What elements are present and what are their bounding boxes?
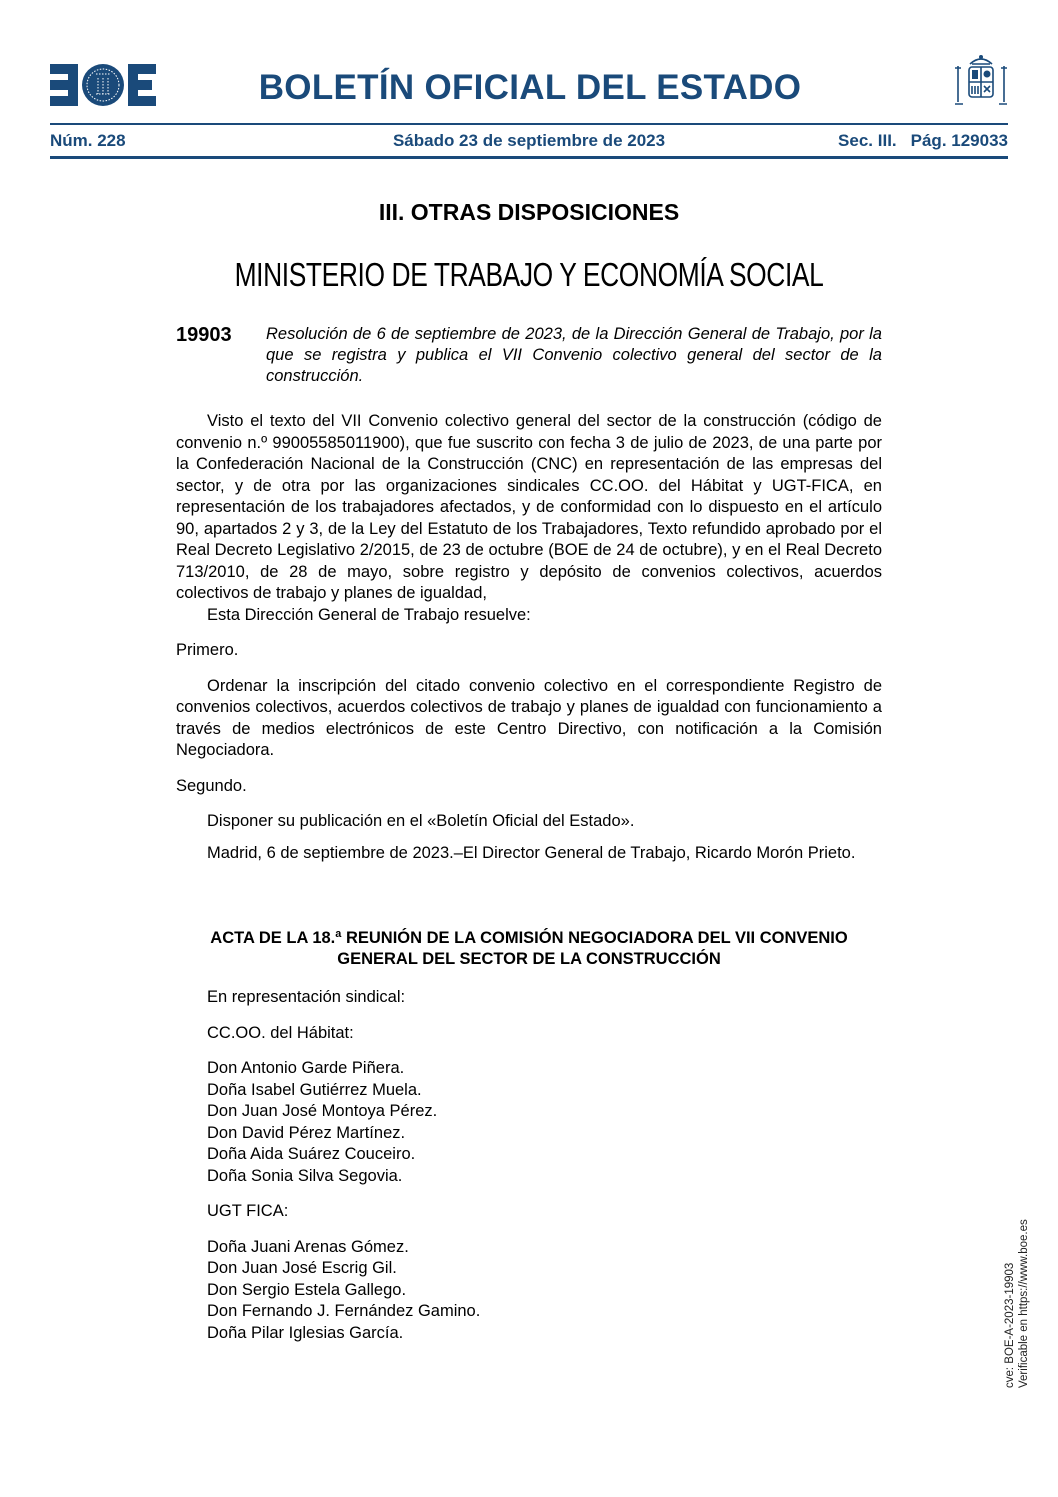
member-item: Doña Pilar Iglesias García.: [207, 1323, 404, 1342]
section-label: Sec. III.: [838, 131, 897, 150]
representation-label: En representación sindical:: [207, 988, 406, 1006]
header-rule-bottom: [50, 156, 1008, 159]
second-paragraph: Disponer su publicación en el «Boletín Oficial del Estado».: [207, 812, 635, 830]
member-item: Doña Isabel Gutiérrez Muela.: [207, 1080, 422, 1099]
acta-body: [176, 987, 882, 1344]
issue-number: Núm. 228: [50, 131, 126, 150]
resolution-body: [176, 411, 882, 864]
cve-code: cve: BOE-A-2023-19903: [1004, 1262, 1016, 1388]
verification-sidebar: [1003, 1219, 1031, 1388]
ministry-heading: MINISTERIO DE TRABAJO Y ECONOMÍA SOCIAL: [234, 256, 824, 293]
member-item: Don Juan José Montoya Pérez.: [207, 1102, 438, 1120]
page-number: Pág. 129033: [910, 131, 1008, 150]
coat-of-arms-icon: [952, 52, 1010, 112]
member-item: Don Fernando J. Fernández Gamino.: [207, 1302, 481, 1320]
member-item: Doña Juani Arenas Gómez.: [207, 1237, 409, 1256]
section-page-info: [824, 131, 1008, 151]
member-item: Don Juan José Escrig Gil.: [207, 1259, 397, 1277]
member-item: Don David Pérez Martínez.: [207, 1123, 406, 1142]
member-item: Doña Aida Suárez Couceiro.: [207, 1145, 416, 1163]
group-name: CC.OO. del Hábitat:: [207, 1023, 354, 1042]
first-heading: Primero.: [176, 641, 239, 659]
header-rule-top: [50, 123, 1008, 125]
signature-paragraph: Madrid, 6 de septiembre de 2023.–El Director General de Trabajo, Ricardo Morón Prieto.: [207, 843, 856, 862]
member-list: [176, 1237, 882, 1345]
member-item: Don Antonio Garde Piñera.: [207, 1059, 405, 1077]
member-list: [176, 1058, 882, 1187]
boe-logo: [50, 64, 156, 106]
entry-title: Resolución de 6 de septiembre de 2023, de la Dirección General de Trabajo, por la que se registra y publica el VII Convenio colectivo general del sector de la construcción.: [266, 325, 882, 385]
group-name: UGT FICA:: [207, 1202, 289, 1220]
second-heading: Segundo.: [176, 776, 247, 795]
newspaper-title: BOLETÍN OFICIAL DEL ESTADO: [258, 68, 802, 107]
verification-link[interactable]: Verificable en https://www.boe.es: [1018, 1219, 1030, 1388]
first-paragraph: Ordenar la inscripción del citado convenio colectivo en el correspondiente Registro de convenios colectivos, acuerdos colectivos de trabajo y planes de igualdad con funcionamiento a través de medios electrónicos de este Centro Directivo, con notificación a la Comisión Negociadora.: [176, 676, 882, 759]
issue-date: Sábado 23 de septiembre de 2023: [392, 131, 666, 150]
intro-paragraph: Visto el texto del VII Convenio colectivo general del sector de la construcción (código de convenio n.º 99005585011900), que fue suscrito con fecha 3 de julio de 2023, de una parte por la Confederación Nacional de la Construcción (CNC) en representación de las empresas del sector, y de otra por las organizaciones sindicales CC.OO. del Hábitat y UGT-FICA, en representación de los trabajadores afectados, y de conformidad con lo dispuesto en el artículo 90, apartados 2 y 3, de la Ley del Estatuto de los Trabajadores, Texto refundido aprobado por el Real Decreto Legislativo 2/2015, de 23 de octubre (BOE de 24 de octubre), y en el Real Decreto 713/2010, de 28 de mayo, sobre registro y depósito de convenios colectivos, acuerdos colectivos de trabajo y planes de igualdad,: [176, 412, 882, 602]
member-item: Don Sergio Estela Gallego.: [207, 1280, 407, 1299]
section-title: III. OTRAS DISPOSICIONES: [378, 199, 680, 225]
member-item: Doña Sonia Silva Segovia.: [207, 1166, 403, 1185]
acta-title: ACTA DE LA 18.ª REUNIÓN DE LA COMISIÓN NEGOCIADORA DEL VII CONVENIO GENERAL DEL SECTOR DE LA CONSTRUCCIÓN: [210, 929, 848, 968]
resolves-paragraph: Esta Dirección General de Trabajo resuelve:: [207, 605, 531, 624]
entry-number: 19903: [176, 324, 232, 346]
